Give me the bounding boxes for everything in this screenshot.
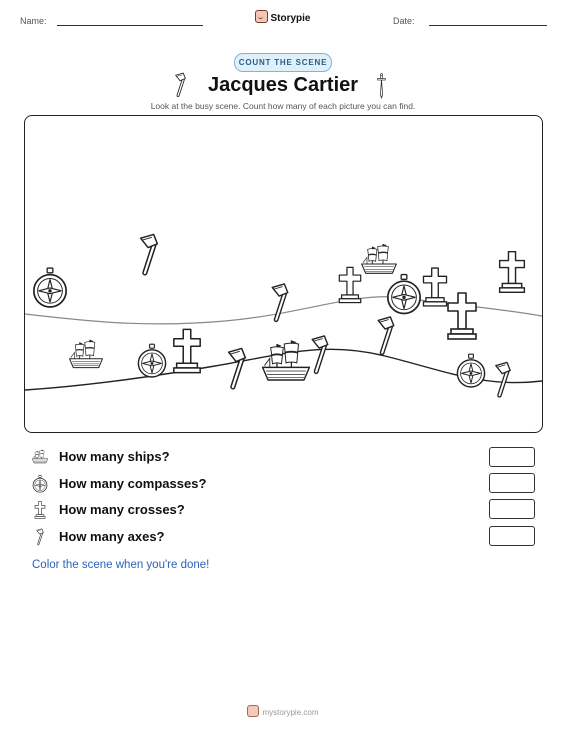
- scene-ship-icon: [70, 340, 103, 368]
- counting-scene: [24, 115, 543, 433]
- scene-axe-icon: [272, 284, 288, 322]
- scene-ship-icon: [263, 340, 310, 380]
- name-field[interactable]: [57, 25, 203, 26]
- scene-cross-icon: [339, 267, 360, 302]
- storypie-footer-icon: [247, 705, 259, 717]
- scene-axe-icon: [141, 234, 158, 275]
- date-field[interactable]: [429, 25, 547, 26]
- question-compasses: How many compasses?: [59, 476, 207, 491]
- scene-cross-icon: [448, 293, 476, 339]
- question-axes: How many axes?: [59, 529, 165, 544]
- answer-box-ships[interactable]: [489, 447, 535, 467]
- scene-cross-icon: [423, 268, 446, 306]
- answer-box-compasses[interactable]: [489, 473, 535, 493]
- cross-icon: [31, 501, 49, 519]
- question-crosses: How many crosses?: [59, 502, 185, 517]
- scene-compass-icon: [138, 344, 165, 377]
- page-title: Jacques Cartier: [207, 74, 359, 96]
- closing-instruction: Color the scene when you're done!: [32, 559, 210, 571]
- name-label: Name:: [20, 16, 47, 26]
- scene-drawing: [25, 116, 542, 432]
- compass-icon: [31, 475, 49, 493]
- activity-badge: COUNT THE SCENE: [234, 53, 332, 72]
- question-ships: How many ships?: [59, 449, 170, 464]
- brand-logo: [0, 10, 566, 24]
- scene-axe-icon: [378, 317, 394, 355]
- scene-compass-icon: [457, 354, 484, 387]
- ship-icon: [31, 448, 49, 466]
- brand-name: Storypie: [270, 13, 311, 24]
- answer-box-axes[interactable]: [489, 526, 535, 546]
- scene-compass-icon: [34, 268, 66, 307]
- axe-icon: [31, 528, 49, 546]
- storypie-logo-icon: [255, 10, 268, 23]
- instructions: Look at the busy scene. Count how many of each picture you can find.: [150, 101, 416, 111]
- scene-axe-icon: [229, 348, 246, 389]
- scene-ship-icon: [362, 244, 397, 273]
- scene-axe-icon: [312, 336, 328, 374]
- scene-cross-icon: [500, 252, 525, 293]
- scene-compass-icon: [388, 275, 420, 314]
- footer-url[interactable]: mystorypie.com: [262, 708, 319, 717]
- scene-axe-icon: [496, 362, 510, 397]
- footer: [0, 705, 566, 717]
- answer-box-crosses[interactable]: [489, 499, 535, 519]
- sword-title-icon: [375, 73, 388, 99]
- date-label: Date:: [393, 16, 415, 26]
- scene-cross-icon: [174, 329, 200, 372]
